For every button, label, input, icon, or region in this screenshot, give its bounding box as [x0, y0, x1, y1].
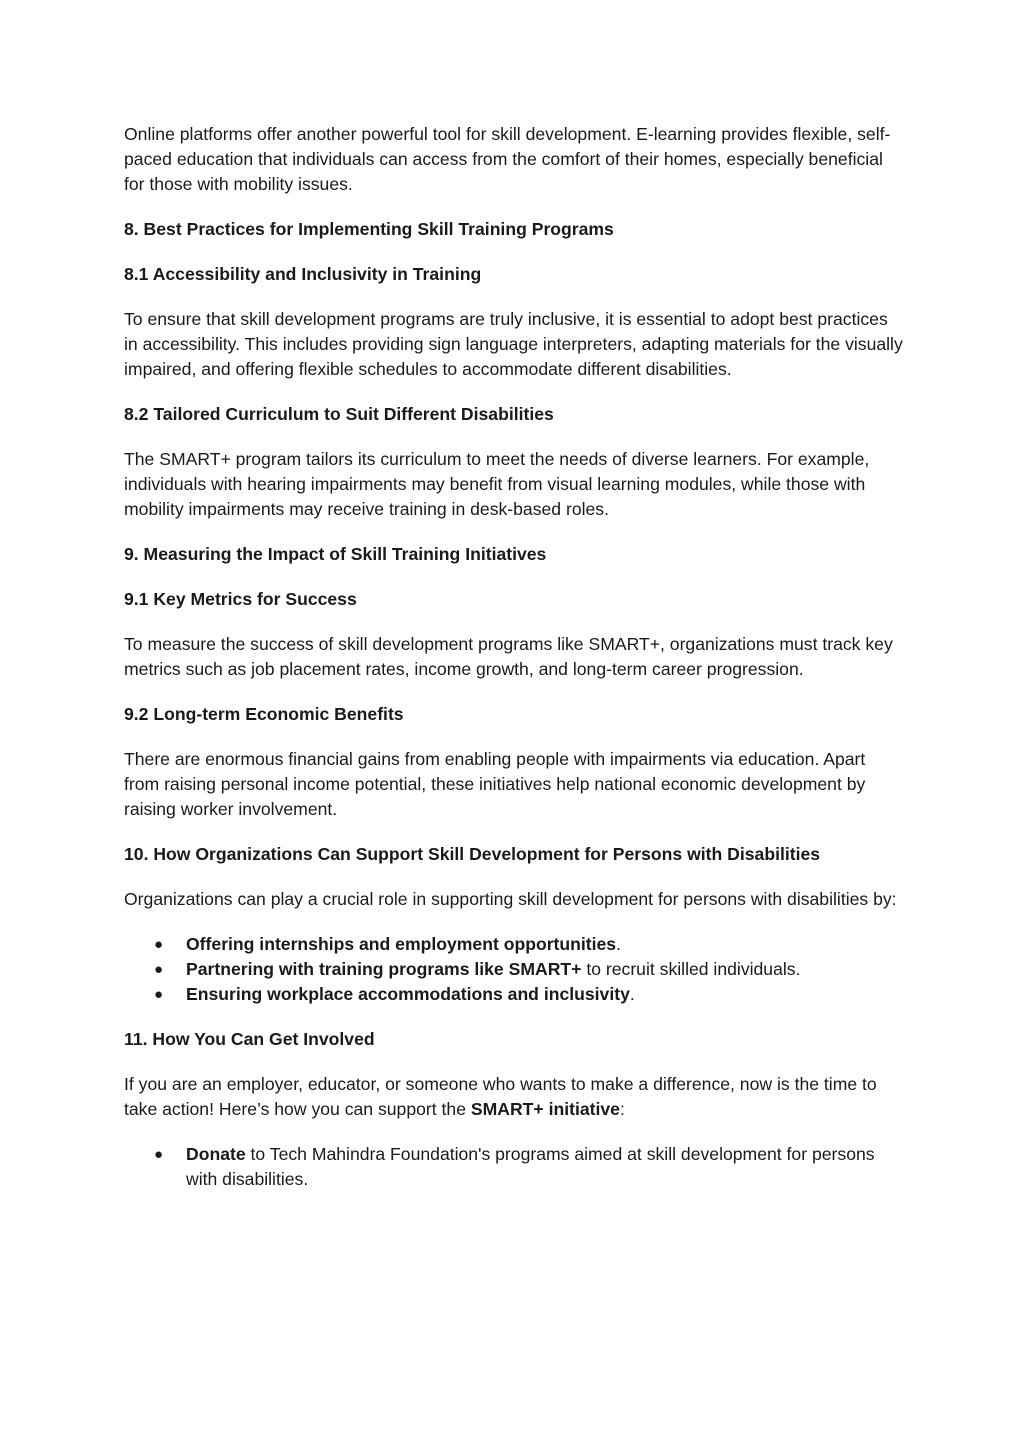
paragraph-get-involved — [124, 1072, 904, 1122]
list-item — [124, 957, 904, 982]
heading-section-9-1: 9.1 Key Metrics for Success — [124, 589, 357, 609]
bullet-icon: ● — [154, 1146, 164, 1163]
list-item-bold: Offering internships and employment opportunities — [186, 934, 617, 954]
heading-section-8-2: 8.2 Tailored Curriculum to Suit Different Disabilities — [124, 404, 554, 424]
list-item-bold: Partnering with training programs like SMART+ — [186, 959, 582, 979]
list-item — [124, 932, 904, 957]
heading-section-9: 9. Measuring the Impact of Skill Training Initiatives — [124, 544, 547, 564]
smart-initiative-bold: SMART+ initiative — [470, 1099, 620, 1119]
paragraph-accessibility: To ensure that skill development programs are truly inclusive, it is essential to adopt best practices in accessibility. This includes providing sign language interpreters, adapting materials for the visually impaired, and offering flexible schedules to accommodate different disabilities. — [124, 309, 903, 379]
paragraph-economic-benefits: There are enormous financial gains from enabling people with impairments via education. Apart from raising personal income potential, these initiatives help national economic development by raising worker involvement. — [124, 749, 866, 819]
heading-section-11: 11. How You Can Get Involved — [124, 1029, 375, 1049]
heading-section-8: 8. Best Practices for Implementing Skill Training Programs — [124, 219, 614, 239]
paragraph-tailored-curriculum: The SMART+ program tailors its curriculum to meet the needs of diverse learners. For example, individuals with hearing impairments may benefit from visual learning modules, while those with mobility impairments may receive training in desk-based roles. — [124, 449, 870, 519]
list-item-text: . — [616, 934, 621, 954]
bullet-icon: ● — [154, 961, 164, 978]
paragraph-text: If you are an employer, educator, or someone who wants to make a difference, now is the time to take action! Here’s how you can support the — [124, 1074, 877, 1119]
list-item-text: to recruit skilled individuals. — [581, 959, 801, 979]
document-page — [124, 122, 904, 1212]
list-item — [124, 1142, 904, 1192]
bullet-icon: ● — [154, 936, 164, 953]
list-item — [124, 982, 904, 1007]
paragraph-text: : — [619, 1099, 625, 1119]
list-item-bold: Donate — [186, 1144, 246, 1164]
bullet-icon: ● — [154, 986, 164, 1003]
heading-section-10: 10. How Organizations Can Support Skill Development for Persons with Disabilities — [124, 844, 821, 864]
heading-section-9-2: 9.2 Long-term Economic Benefits — [124, 704, 404, 724]
list-item-text: to Tech Mahindra Foundation's programs aimed at skill development for persons with disabilities. — [186, 1144, 875, 1189]
paragraph-organizations: Organizations can play a crucial role in supporting skill development for persons with disabilities by: — [124, 889, 897, 909]
list-item-bold: Ensuring workplace accommodations and inclusivity — [186, 984, 630, 1004]
paragraph-key-metrics: To measure the success of skill development programs like SMART+, organizations must track key metrics such as job placement rates, income growth, and long-term career progression. — [124, 634, 893, 679]
list-item-text: . — [629, 984, 635, 1004]
heading-section-8-1: 8.1 Accessibility and Inclusivity in Training — [124, 264, 482, 284]
get-involved-list — [124, 1142, 904, 1192]
organization-support-list — [124, 932, 904, 1007]
paragraph-online-platforms: Online platforms offer another powerful tool for skill development. E-learning provides flexible, self-paced education that individuals can access from the comfort of their homes, especially beneficial for those with mobility issues. — [124, 124, 891, 194]
